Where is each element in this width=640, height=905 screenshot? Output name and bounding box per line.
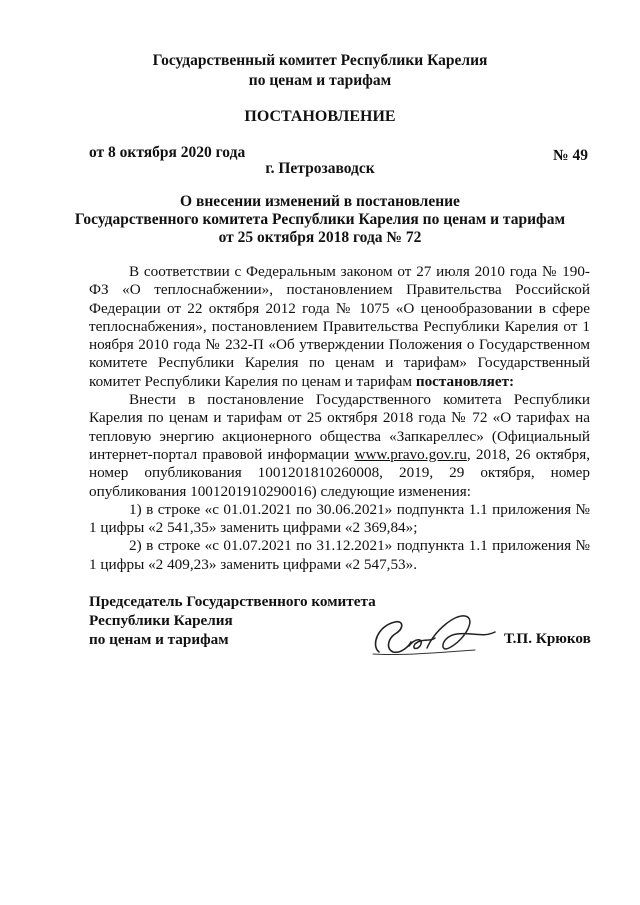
org-name-line2: по ценам и тарифам: [248, 72, 392, 89]
pravo-link[interactable]: www.pravo.gov.ru: [354, 445, 467, 463]
change-item-2: 2) в строке «с 01.07.2021 по 31.12.2021» подпункта 1.1 приложения № 1 цифры «2 409,23» заменить цифрами «2 547,53».: [89, 537, 590, 573]
paragraph-2: [89, 391, 590, 501]
document-body: [89, 263, 590, 574]
signatory-title-line2: Республики Карелия: [89, 612, 233, 629]
change-item-1: 1) в строке «с 01.01.2021 по 30.06.2021» подпункта 1.1 приложения № 1 цифры «2 541,35» заменить цифрами «2 369,84»;: [89, 500, 590, 537]
doc-number: № 49: [553, 147, 588, 164]
org-name-line1: Государственный комитет Республики Карелия: [152, 52, 488, 69]
doc-type-title: ПОСТАНОВЛЕНИЕ: [244, 108, 396, 125]
doc-city: г. Петрозаводск: [265, 160, 375, 177]
paragraph-2-tail: , 2018, 26 октября, номер опубликования 1001201810260008, 2019, 29 октября, номер опубликования 1001201910290016) следующие изменения:: [89, 445, 590, 500]
title-line1: О внесении изменений в постановление: [180, 193, 460, 210]
paragraph-2-text: Внести в постановление Государственного комитета Республики Карелия по ценам и тарифам от 25 октября 2018 года № 72 «О тарифах на тепловую энергию акционерного общества «Запкареллес» (Официальный интернет-портал правовой информации: [89, 391, 590, 463]
signatory-title: [89, 592, 376, 649]
paragraph-1-text: В соответствии с Федеральным законом от 27 июля 2010 года № 190-ФЗ «О теплоснабжении», постановлением Правительства Российской Федерации от 22 октября 2012 года № 1075 «О ценообразовании в сфере теплоснабжения», постановлением Правительства Республики Карелия от 1 ноября 2010 года № 232-П «Об утверждении Положения о Государственном комитете Республики Карелия по ценам и тарифам» Государственный комитет Республики Карелия по ценам и тарифам: [89, 263, 590, 390]
doc-date: от 8 октября 2020 года: [89, 144, 246, 161]
signatory-title-line3: по ценам и тарифам: [89, 631, 229, 648]
paragraph-1: [89, 263, 590, 391]
signatory-name: Т.П. Крюков: [504, 630, 591, 647]
title-line3: от 25 октября 2018 года № 72: [218, 229, 422, 246]
resolution-keyword: постановляет:: [415, 372, 515, 390]
signatory-title-line1: Председатель Государственного комитета: [89, 593, 376, 610]
title-line2: Государственного комитета Республики Карелия по ценам и тарифам: [74, 211, 566, 228]
handwritten-signature: [365, 608, 500, 660]
